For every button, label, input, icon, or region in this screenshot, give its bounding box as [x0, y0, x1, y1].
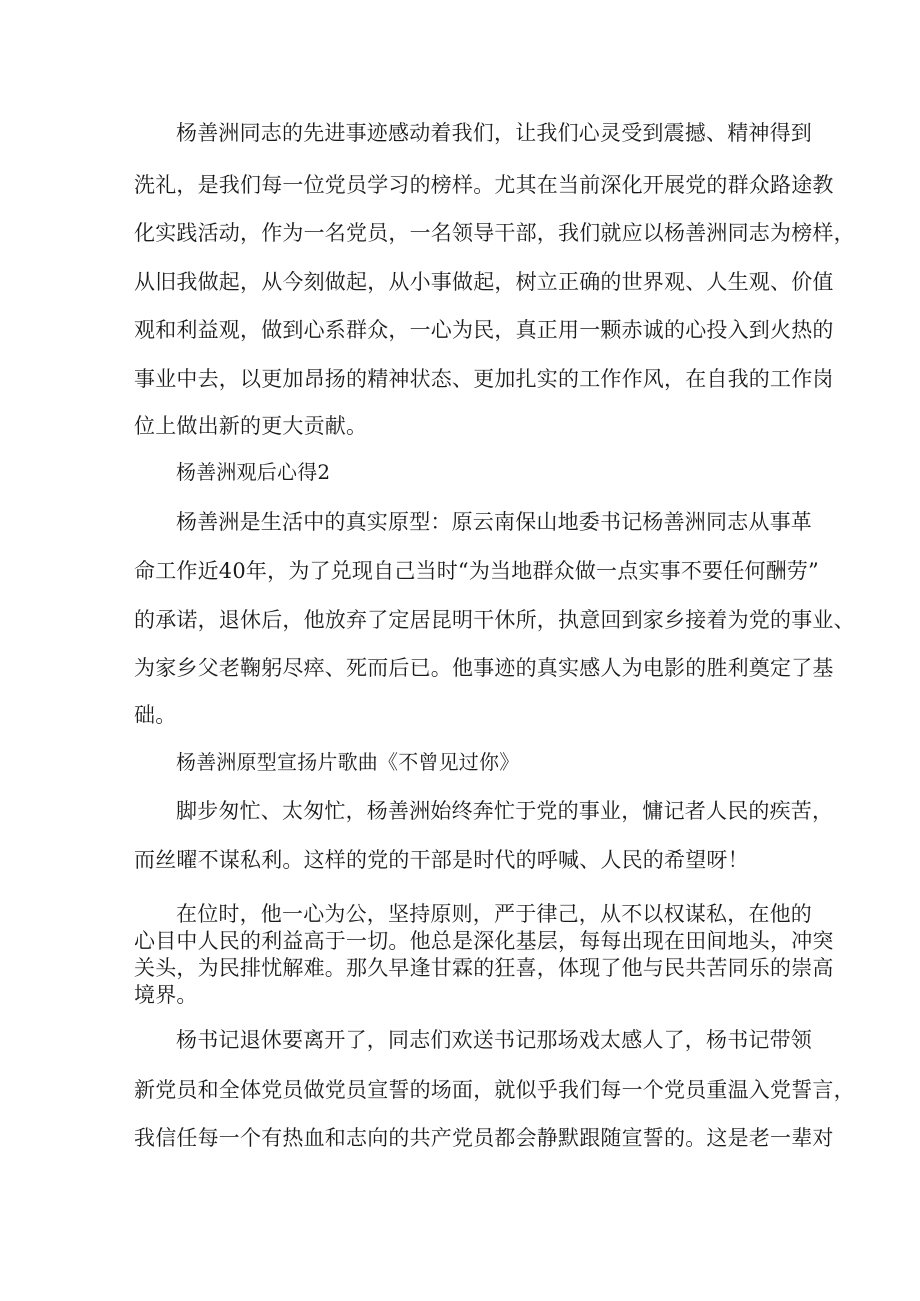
paragraph-line: 境界。 [134, 983, 198, 1007]
paragraph-line: 位上做出新的更大贡献。 [134, 414, 368, 438]
paragraph-line: 关头，为民排忧解难。那久早逢甘霖的狂喜，体现了他与民共苦同乐的崇高 [134, 956, 834, 980]
paragraph-line: 洗礼，是我们每一位党员学习的榜样。尤其在当前深化开展党的群众路途教 [134, 173, 834, 197]
paragraph-line: 事业中去，以更加昂扬的精神状态、更加扎实的工作作风，在自我的工作岗 [134, 367, 834, 391]
paragraph-line: 而丝曜不谋私利。这样的党的干部是时代的呼喊、人民的希望呀！ [134, 848, 749, 872]
paragraph-line: 观和利益观，做到心系群众，一心为民，真正用一颗赤诚的心投入到火热的 [134, 318, 834, 342]
paragraph-line: 从旧我做起，从今刻做起，从小事做起，树立正确的世界观、人生观、价值 [134, 270, 834, 294]
paragraph-line: 化实践活动，作为一名党员，一名领导干部，我们就应以杨善洲同志为榜样， [134, 221, 855, 245]
paragraph-line: 新党员和全体党员做党员宣誓的场面，就似乎我们每一个党员重温入党誓言， [134, 1078, 855, 1102]
paragraph-line: 杨善洲同志的先进事迹感动着我们，让我们心灵受到震撼、精神得到 [176, 121, 812, 145]
paragraph-line: 我信任每一个有热血和志向的共产党员都会静默跟随宣誓的。这是老一辈对 [134, 1126, 834, 1150]
paragraph-line: 杨书记退休要离开了，同志们欢送书记那场戏太感人了，杨书记带领 [176, 1028, 812, 1052]
section-heading: 杨善洲原型宣扬片歌曲《不曾见过你》 [176, 750, 520, 774]
paragraph-line: 杨善洲是生活中的真实原型：原云南保山地委书记杨善洲同志从事革 [176, 510, 812, 534]
paragraph-line: 础。 [134, 703, 177, 727]
paragraph-line: 在位时，他一心为公，坚持原则，严于律己，从不以权谋私，在他的 [176, 902, 812, 926]
section-heading: 杨善洲观后心得2 [176, 460, 331, 484]
paragraph-line: 心目中人民的利益高于一切。他总是深化基层，每每出现在田间地头，冲突 [134, 929, 834, 953]
paragraph-line: 脚步匆忙、太匆忙，杨善洲始终奔忙于党的事业，慵记者人民的疾苦， [176, 799, 834, 823]
paragraph-line: 为家乡父老鞠躬尽瘁、死而后已。他事迹的真实感人为电影的胜利奠定了基 [134, 656, 834, 680]
paragraph-line: 命工作近40年，为了兑现自己当时“为当地群众做一点实事不要任何酬劳” [134, 559, 819, 583]
paragraph-line: 的承诺，退休后，他放弃了定居昆明干休所，执意回到家乡接着为党的事业、 [134, 608, 855, 632]
